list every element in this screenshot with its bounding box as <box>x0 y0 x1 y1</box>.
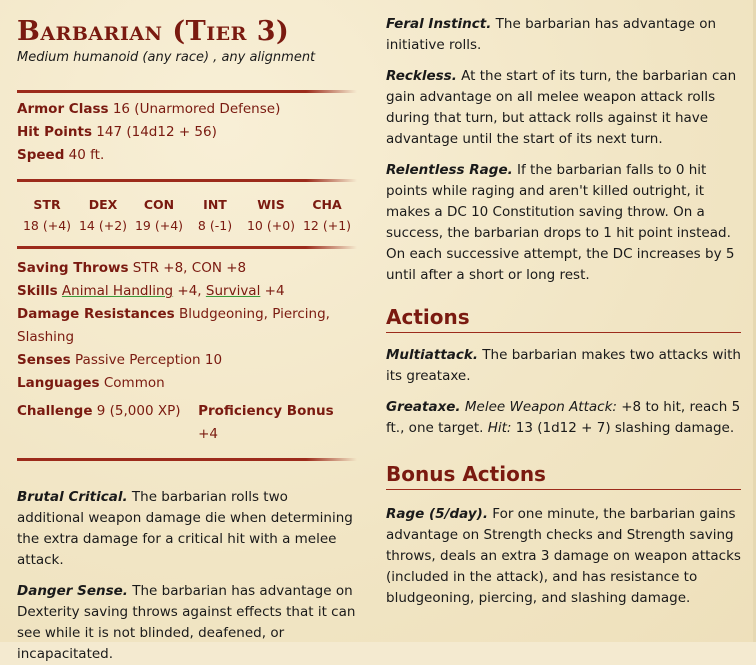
ability-con: CON 19 (+4) <box>134 197 184 233</box>
senses: Senses Passive Perception 10 <box>17 352 223 368</box>
skills: Skills Animal Handling +4, Survival +4 <box>17 283 285 299</box>
damage-resistances: Damage Resistances Bludgeoning, Piercing, Slashing <box>17 306 330 345</box>
saving-throws: Saving Throws STR +8, CON +8 <box>17 260 247 276</box>
ability-str: STR 18 (+4) <box>22 197 72 233</box>
trait-reckless: Reckless. At the start of its turn, the barbarian can gain advantage on all melee weapon attack rolls during that turn, but attack rolls against it have advantage until the start of its next turn. <box>386 68 737 147</box>
section-divider <box>386 332 741 333</box>
creature-type: Medium humanoid (any race) , any alignment <box>17 50 316 65</box>
section-actions-heading: Actions <box>386 305 470 329</box>
section-divider <box>386 489 741 490</box>
section-bonus-actions-heading: Bonus Actions <box>386 462 546 486</box>
details-block <box>17 257 357 446</box>
ability-cha: CHA 12 (+1) <box>302 197 352 233</box>
trait-brutal-critical: Brutal Critical. The barbarian rolls two additional weapon damage die when determining the extra damage for a critical hit with a melee attack. <box>17 489 353 568</box>
divider <box>17 458 357 461</box>
challenge: Challenge 9 (5,000 XP) <box>17 403 181 419</box>
ability-dex: DEX 14 (+2) <box>78 197 128 233</box>
right-column <box>386 14 741 609</box>
left-column <box>17 14 357 665</box>
skill-link-survival[interactable]: Survival <box>205 283 261 299</box>
bonus-action-rage: Rage (5/day). For one minute, the barbarian gains advantage on Strength checks and Strength saving throws, deals an extra 3 damage on weapon attacks (included in the attack), and has resistance to bludgeoning, piercing, and slashing damage. <box>386 506 741 606</box>
armor-class: Armor Class 16 (Unarmored Defense) <box>17 101 281 117</box>
divider <box>17 179 357 182</box>
languages: Languages Common <box>17 375 165 391</box>
speed: Speed 40 ft. <box>17 147 105 163</box>
defense-block <box>17 98 357 167</box>
divider <box>17 90 357 93</box>
trait-relentless-rage: Relentless Rage. If the barbarian falls to 0 hit points while raging and aren't killed outright, it makes a DC 10 Constitution saving throw. On a success, the barbarian drops to 1 hit point instead. On each successive attempt, the DC increases by 5 until after a short or long rest. <box>386 162 735 283</box>
trait-danger-sense: Danger Sense. The barbarian has advantage on Dexterity saving throws against effects that it can see while it is not blinded, deafened, or incapacitated. <box>17 583 356 662</box>
divider <box>17 246 357 249</box>
challenge-row <box>17 400 357 446</box>
proficiency-bonus: Proficiency Bonus +4 <box>198 403 334 442</box>
ability-int: INT 8 (-1) <box>197 197 233 233</box>
ability-scores <box>17 194 357 236</box>
hit-points: Hit Points 147 (14d12 + 56) <box>17 124 217 140</box>
action-multiattack: Multiattack. The barbarian makes two attacks with its greataxe. <box>386 347 741 384</box>
skill-link-animal-handling[interactable]: Animal Handling <box>61 283 174 299</box>
trait-feral-instinct: Feral Instinct. The barbarian has advantage on initiative rolls. <box>386 16 717 53</box>
action-greataxe: Greataxe. Melee Weapon Attack: +8 to hit, reach 5 ft., one target. Hit: 13 (1d12 + 7) slashing damage. <box>386 399 741 436</box>
ability-wis: WIS 10 (+0) <box>246 197 296 233</box>
creature-name: Barbarian (Tier 3) <box>17 16 290 47</box>
